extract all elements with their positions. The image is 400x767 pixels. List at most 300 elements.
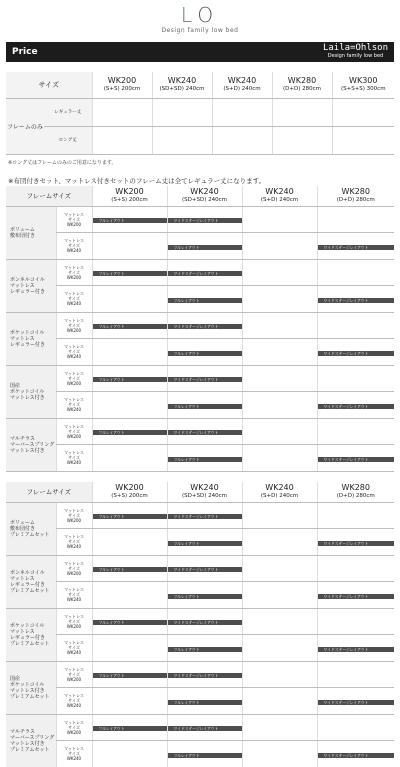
frame-only-label: フレームのみ (6, 98, 44, 154)
mattress-size-label (56, 233, 92, 260)
size-label-line: マットレス (64, 397, 84, 403)
mattress-group-label (6, 259, 56, 312)
empty-cell (243, 750, 317, 758)
mattress-cell (167, 741, 242, 767)
size-label-line: マットレス (64, 666, 84, 672)
mattress-row (6, 339, 394, 366)
mattress-row (6, 635, 394, 662)
mattress-cell (317, 418, 394, 445)
size-label-line: マットレス (64, 613, 84, 619)
empty-cell (243, 215, 317, 223)
full-layout-bar: フルレイアウト (168, 457, 242, 462)
size-label-line: WK240 (66, 354, 82, 360)
mattress-cell (317, 741, 394, 767)
mattress-group-label (6, 555, 56, 608)
size-cell (212, 98, 272, 126)
mattress-cell (167, 418, 242, 445)
empty-cell (318, 564, 395, 572)
mattress-row (6, 312, 394, 339)
group-label-line: マルチラス (10, 728, 35, 735)
size-col-3 (272, 72, 332, 98)
mattress-cell (167, 445, 242, 472)
mattress-cell (242, 688, 317, 715)
empty-cell (318, 617, 395, 625)
size-label-line: WK200 (66, 380, 82, 386)
wide-stage-layout-bar: ワイドステージレイアウト (318, 753, 395, 758)
size-cell (272, 98, 332, 126)
wide-stage-layout-bar: ワイドステージレイアウト (318, 404, 395, 409)
empty-cell (243, 427, 317, 435)
size-label-line: WK200 (66, 221, 82, 227)
size-label-line: マットレス (64, 640, 84, 646)
size-cell (332, 98, 394, 126)
mattress-col-sub: (S+S) 200cm (111, 492, 148, 499)
mattress-cell (167, 365, 242, 392)
wide-stage-layout-bar: ワイドステージレイアウト (318, 457, 395, 462)
size-col-sub: (S+S+S) 300cm (340, 85, 386, 92)
mattress-col-3 (317, 186, 394, 206)
mattress-col-sub: (SD+SD) 240cm (182, 196, 227, 203)
size-cell (212, 126, 272, 154)
wide-stage-layout-bar: ワイドステージレイアウト (318, 245, 395, 250)
wide-stage-layout-bar: ワイドステージレイアウト (318, 298, 395, 303)
group-label-line: マルチラス (10, 435, 35, 442)
size-label-line: WK240 (66, 248, 82, 254)
mattress-row (6, 608, 394, 635)
mattress-row (6, 445, 394, 472)
mattress-size-label (56, 741, 92, 767)
size-row-long (6, 126, 394, 154)
full-layout-bar: フルレイアウト (93, 514, 167, 519)
mattress-row (6, 741, 394, 767)
mattress-cell (242, 608, 317, 635)
price-header-bar (6, 42, 394, 62)
mattress-cell (92, 339, 167, 366)
mattress-cell (317, 286, 394, 313)
group-label-line: プレミアムセット (10, 746, 50, 753)
size-label-line: WK200 (66, 729, 82, 735)
size-label-line: マットレス (64, 746, 84, 752)
mattress-cell (242, 502, 317, 529)
size-label-line: サイズ (68, 402, 80, 408)
mattress-cell (92, 502, 167, 529)
logo-subtitle: Design family low bed (161, 27, 239, 34)
size-label-line: マットレス (64, 587, 84, 593)
empty-cell (93, 750, 167, 758)
mattress-header-row (6, 186, 394, 206)
wide-stage-layout-bar: ワイドステージレイアウト (168, 726, 242, 731)
group-label-line: マットレス (10, 628, 35, 635)
group-label-line: マットレス付き (10, 447, 45, 454)
mattress-row (6, 206, 394, 233)
size-label-line: サイズ (68, 618, 80, 624)
mattress-cell (167, 555, 242, 582)
mattress-group-label (6, 365, 56, 418)
empty-cell (243, 697, 317, 705)
mattress-cell (167, 582, 242, 609)
mattress-cell (242, 365, 317, 392)
mattress-cell (167, 259, 242, 286)
size-col-4 (332, 72, 394, 98)
mattress-cell (242, 312, 317, 339)
size-col-sub: (S+S) 200cm (103, 85, 141, 92)
size-col-sub: (S+D) 240cm (223, 85, 261, 92)
mattress-cell (167, 339, 242, 366)
group-label-line: レギュラー付き (10, 341, 46, 348)
mattress-header-row (6, 482, 394, 502)
mattress-size-label (56, 392, 92, 419)
mattress-size-label (56, 445, 92, 472)
size-col-sub: (D+D) 280cm (283, 85, 322, 92)
wide-stage-layout-bar: ワイドステージレイアウト (318, 351, 395, 356)
mattress-cell (242, 661, 317, 688)
mattress-cell (317, 259, 394, 286)
group-label-line: マーバースプリング (10, 734, 55, 741)
group-label-line: プレミアムセット (10, 693, 50, 700)
empty-cell (243, 348, 317, 356)
mattress-col-2 (242, 482, 317, 502)
size-label-line: サイズ (68, 671, 80, 677)
mattress-col-3 (317, 482, 394, 502)
group-label-line: マットレス付き (10, 394, 45, 401)
mattress-size-label (56, 259, 92, 286)
mattress-cell (317, 392, 394, 419)
full-layout-bar: フルレイアウト (168, 594, 242, 599)
size-label-line: マットレス (64, 560, 84, 566)
size-label-line: サイズ (68, 269, 80, 275)
size-label-line: WK240 (66, 703, 82, 709)
price-title: Price (12, 47, 38, 57)
row-type-long: ロング丈 (44, 126, 92, 154)
size-label-line: WK200 (66, 676, 82, 682)
mattress-cell (317, 714, 394, 741)
mattress-cell (167, 714, 242, 741)
mattress-cell (317, 233, 394, 260)
mattress-row (6, 529, 394, 556)
group-label-line: ボンネルコイル (10, 569, 45, 576)
size-col-name: WK300 (349, 75, 378, 85)
mattress-cell (92, 445, 167, 472)
mattress-cell (167, 529, 242, 556)
size-cell (332, 126, 394, 154)
group-label-line: マットレス付き (10, 740, 45, 747)
group-label-line: ポケットコイル (10, 388, 45, 395)
mattress-cell (317, 555, 394, 582)
mattress-cell (242, 392, 317, 419)
size-label-line: マットレス (64, 291, 84, 297)
size-label-line: マットレス (64, 370, 84, 376)
wide-stage-layout-bar: ワイドステージレイアウト (168, 514, 242, 519)
wide-stage-layout-bar: ワイドステージレイアウト (168, 567, 242, 572)
full-layout-bar: フルレイアウト (93, 430, 167, 435)
size-label-line: WK240 (66, 650, 82, 656)
size-col-1 (152, 72, 212, 98)
group-label-line: マットレス (10, 282, 35, 289)
size-label-line: サイズ (68, 375, 80, 381)
size-label-line: WK200 (66, 570, 82, 576)
empty-cell (93, 454, 167, 462)
wide-stage-layout-bar: ワイドステージレイアウト (318, 647, 395, 652)
mattress-cell (92, 741, 167, 767)
wide-stage-layout-bar: ワイドステージレイアウト (168, 620, 242, 625)
group-label-line: ボリューム (10, 226, 35, 233)
mattress-row (6, 555, 394, 582)
mattress-col-0 (92, 482, 167, 502)
mattress-col-sub: (S+S) 200cm (111, 196, 148, 203)
mattress-group-label (6, 418, 56, 471)
size-label-line: マットレス (64, 317, 84, 323)
mattress-cell (92, 714, 167, 741)
mattress-cell (317, 312, 394, 339)
empty-cell (243, 295, 317, 303)
mattress-row (6, 392, 394, 419)
mattress-cell (92, 233, 167, 260)
size-label-line: マットレス (64, 238, 84, 244)
group-label-line: マットレス (10, 335, 35, 342)
full-layout-bar: フルレイアウト (93, 324, 167, 329)
size-col-2 (212, 72, 272, 98)
empty-cell (243, 401, 317, 409)
mattress-size-label (56, 555, 92, 582)
mattress-cell (242, 259, 317, 286)
size-cell (92, 98, 152, 126)
logo-letter-o: O (197, 3, 220, 27)
mattress-table-1 (6, 482, 394, 767)
empty-cell (318, 670, 395, 678)
empty-cell (243, 321, 317, 329)
size-col-name: WK280 (287, 75, 317, 85)
size-label-line: サイズ (68, 645, 80, 651)
full-layout-bar: フルレイアウト (168, 404, 242, 409)
mattress-size-label (56, 286, 92, 313)
mattress-col-sub: (D+D) 280cm (336, 492, 375, 499)
group-label-line: マットレス付き (10, 687, 45, 694)
wide-stage-layout-bar: ワイドステージレイアウト (318, 594, 395, 599)
empty-cell (243, 644, 317, 652)
mattress-cell (92, 259, 167, 286)
mattress-cell (317, 661, 394, 688)
mattress-cell (92, 582, 167, 609)
mattress-cell (167, 206, 242, 233)
empty-cell (93, 242, 167, 250)
mattress-group-label (6, 714, 56, 767)
mattress-cell (92, 206, 167, 233)
size-col-name: WK240 (227, 75, 257, 85)
mattress-cell (167, 635, 242, 662)
size-cell (92, 126, 152, 154)
empty-cell (243, 723, 317, 731)
mattress-col-sub: (SD+SD) 240cm (182, 492, 227, 499)
size-label-line: サイズ (68, 296, 80, 302)
mattress-cell (167, 608, 242, 635)
size-label-line: サイズ (68, 243, 80, 249)
group-label-line: 国産 (10, 382, 21, 389)
full-layout-bar: フルレイアウト (93, 673, 167, 678)
size-label-line: サイズ (68, 216, 80, 222)
mattress-col-1 (167, 186, 242, 206)
wide-stage-layout-bar: ワイドステージレイアウト (168, 673, 242, 678)
mattress-cell (92, 286, 167, 313)
empty-cell (93, 401, 167, 409)
mattress-cell (242, 206, 317, 233)
empty-cell (318, 215, 395, 223)
mattress-cell (167, 286, 242, 313)
empty-cell (93, 644, 167, 652)
mattress-row (6, 259, 394, 286)
group-label-line: レギュラー付き (10, 288, 46, 295)
mattress-cell (167, 392, 242, 419)
empty-cell (243, 511, 317, 519)
size-cell (272, 126, 332, 154)
empty-cell (243, 564, 317, 572)
mattress-cell (242, 286, 317, 313)
mattress-size-label (56, 502, 92, 529)
logo-letter-l: L (180, 3, 198, 27)
size-cell (152, 98, 212, 126)
frame-size-label: フレームサイズ (6, 186, 92, 206)
brand-subtitle: Design family low bed (327, 53, 384, 59)
full-layout-bar: フルレイアウト (93, 218, 167, 223)
empty-cell (93, 697, 167, 705)
group-label-line: プレミアムセット (10, 531, 50, 538)
size-label-line: サイズ (68, 592, 80, 598)
empty-cell (318, 511, 395, 519)
full-layout-bar: フルレイアウト (93, 726, 167, 731)
size-label-line: マットレス (64, 534, 84, 540)
size-label-line: サイズ (68, 512, 80, 518)
full-layout-bar: フルレイアウト (93, 377, 167, 382)
mattress-size-label (56, 688, 92, 715)
brand-name: Laila=Ohlson (322, 43, 388, 53)
mattress-cell (92, 529, 167, 556)
mattress-row (6, 688, 394, 715)
mattress-size-label (56, 582, 92, 609)
mattress-cell (317, 339, 394, 366)
mattress-group-label (6, 608, 56, 661)
mattress-group-label (6, 206, 56, 259)
group-label-line: 敷布団付き (10, 525, 36, 532)
mattress-size-label (56, 365, 92, 392)
size-label-line: サイズ (68, 455, 80, 461)
note-regular: ※布団付きセット、マットレス付きセットのフレーム丈は全てレギュラー丈になります。 (8, 177, 266, 185)
size-label-line: マットレス (64, 693, 84, 699)
size-label-line: WK200 (66, 274, 82, 280)
mattress-row (6, 418, 394, 445)
size-label-line: WK240 (66, 756, 82, 762)
mattress-group-label (6, 312, 56, 365)
size-corner-label: サイズ (6, 72, 92, 98)
empty-cell (93, 538, 167, 546)
note-long: ※ロング丈はフレームのみのご用意になります。 (8, 160, 117, 166)
mattress-col-sub: (S+D) 240cm (260, 492, 299, 499)
mattress-col-name: WK200 (115, 482, 144, 492)
mattress-cell (167, 312, 242, 339)
empty-cell (93, 591, 167, 599)
wide-stage-layout-bar: ワイドステージレイアウト (168, 218, 242, 223)
mattress-cell (167, 233, 242, 260)
size-col-sub: (SD+SD) 240cm (159, 85, 205, 92)
size-col-name: WK200 (107, 75, 137, 85)
mattress-col-name: WK240 (265, 482, 294, 492)
wide-stage-layout-bar: ワイドステージレイアウト (318, 541, 395, 546)
mattress-row (6, 714, 394, 741)
full-layout-bar: フルレイアウト (168, 541, 242, 546)
empty-cell (93, 295, 167, 303)
mattress-cell (92, 365, 167, 392)
full-layout-bar: フルレイアウト (168, 245, 242, 250)
mattress-table-0 (6, 186, 394, 472)
mattress-row (6, 582, 394, 609)
full-layout-bar: フルレイアウト (93, 271, 167, 276)
mattress-cell (242, 233, 317, 260)
mattress-cell (242, 529, 317, 556)
mattress-row (6, 365, 394, 392)
size-col-name: WK240 (167, 75, 197, 85)
mattress-col-name: WK280 (341, 482, 370, 492)
wide-stage-layout-bar: ワイドステージレイアウト (168, 324, 242, 329)
size-label-line: マットレス (64, 719, 84, 725)
group-label-line: ポケットコイル (10, 681, 45, 688)
size-label-line: サイズ (68, 539, 80, 545)
empty-cell (243, 374, 317, 382)
size-row-regular (6, 98, 394, 126)
size-label-line: WK200 (66, 517, 82, 523)
mattress-col-name: WK240 (265, 186, 294, 196)
size-label-line: マットレス (64, 211, 84, 217)
size-table (6, 72, 394, 155)
full-layout-bar: フルレイアウト (168, 351, 242, 356)
mattress-cell (92, 555, 167, 582)
mattress-row (6, 661, 394, 688)
group-label-line: ポケットコイル (10, 622, 45, 629)
group-label-line: レギュラー付き (10, 634, 46, 641)
empty-cell (243, 670, 317, 678)
mattress-cell (92, 608, 167, 635)
mattress-size-label (56, 608, 92, 635)
mattress-cell (242, 445, 317, 472)
size-label-line: サイズ (68, 751, 80, 757)
mattress-cell (242, 555, 317, 582)
mattress-col-1 (167, 482, 242, 502)
mattress-cell (92, 635, 167, 662)
wide-stage-layout-bar: ワイドステージレイアウト (168, 430, 242, 435)
logo (0, 4, 400, 34)
full-layout-bar: フルレイアウト (168, 298, 242, 303)
size-label-line: WK240 (66, 301, 82, 307)
mattress-cell (92, 418, 167, 445)
size-label-line: WK200 (66, 623, 82, 629)
mattress-col-name: WK240 (190, 482, 219, 492)
size-table-header-row (6, 72, 394, 98)
empty-cell (318, 723, 395, 731)
mattress-cell (242, 339, 317, 366)
mattress-row (6, 502, 394, 529)
empty-cell (243, 454, 317, 462)
size-label-line: サイズ (68, 349, 80, 355)
mattress-cell (92, 688, 167, 715)
group-label-line: マーバースプリング (10, 441, 55, 448)
size-label-line: WK240 (66, 407, 82, 413)
mattress-size-label (56, 206, 92, 233)
size-label-line: サイズ (68, 724, 80, 730)
row-type-regular: レギュラー丈 (44, 98, 92, 126)
size-col-0 (92, 72, 152, 98)
mattress-size-label (56, 661, 92, 688)
mattress-size-label (56, 339, 92, 366)
size-label-line: サイズ (68, 565, 80, 571)
size-label-line: サイズ (68, 322, 80, 328)
mattress-col-2 (242, 186, 317, 206)
